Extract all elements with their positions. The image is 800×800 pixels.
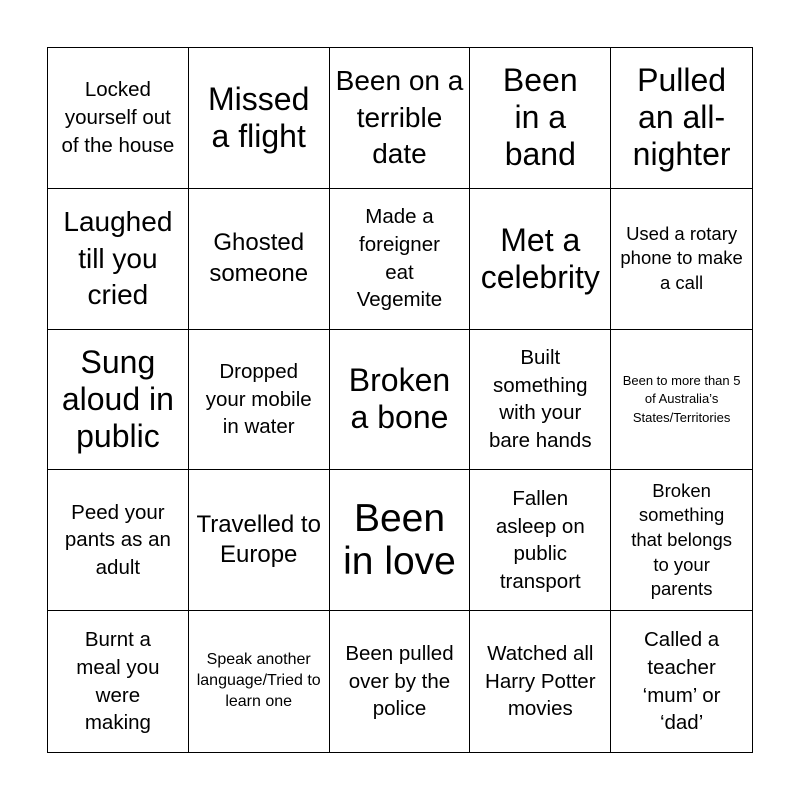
bingo-cell-text: Pulled an all-nighter: [632, 62, 731, 173]
bingo-cell-text: Broken something that belongs to your parents: [631, 479, 732, 600]
bingo-cell-r5c5[interactable]: [611, 611, 752, 752]
bingo-cell-text: Called a teacher ‘mum’ or ‘dad’: [642, 628, 721, 735]
bingo-cell-r2c1[interactable]: [48, 189, 189, 330]
bingo-cell-r2c4[interactable]: [470, 189, 611, 330]
bingo-cell-text: Been in a band: [502, 62, 578, 173]
bingo-cell-text: Been on a terrible date: [335, 65, 464, 170]
bingo-cell-r1c2[interactable]: [189, 48, 330, 189]
bingo-cell-text: Dropped your mobile in water: [205, 359, 312, 439]
bingo-cell-text: Made a foreigner eat Vegemite: [356, 205, 443, 312]
bingo-cell-text: Broken a bone: [348, 362, 451, 436]
bingo-cell-text: Burnt a meal you were making: [76, 628, 160, 735]
bingo-cell-r1c4[interactable]: [470, 48, 611, 189]
bingo-cell-text: Been to more than 5 of Australia’s States/Territories: [622, 372, 741, 425]
bingo-cell-r3c1[interactable]: [48, 330, 189, 471]
bingo-cell-r4c3[interactable]: [330, 470, 471, 611]
bingo-cell-text: Ghosted someone: [209, 228, 309, 287]
bingo-cell-r1c5[interactable]: [611, 48, 752, 189]
bingo-cell-text: Met a celebrity: [480, 221, 600, 295]
bingo-cell-text: Laughed till you cried: [63, 206, 173, 310]
bingo-cell-r1c1[interactable]: [48, 48, 189, 189]
bingo-cell-text: Watched all Harry Potter movies: [485, 642, 596, 721]
bingo-cell-r2c3[interactable]: [330, 189, 471, 330]
bingo-cell-text: Locked yourself out of the house: [61, 78, 175, 157]
bingo-cell-r4c4[interactable]: [470, 470, 611, 611]
bingo-cell-text: Fallen asleep on public transport: [495, 486, 585, 593]
bingo-cell-r5c3[interactable]: [330, 611, 471, 752]
bingo-cell-r3c2[interactable]: [189, 330, 330, 471]
bingo-cell-text: Travelled to Europe: [196, 510, 321, 569]
bingo-cell-r1c3[interactable]: [330, 48, 471, 189]
bingo-cell-text: Used a rotary phone to make a call: [620, 222, 743, 293]
bingo-board: [47, 47, 753, 753]
bingo-cell-r2c2[interactable]: [189, 189, 330, 330]
bingo-cell-r5c1[interactable]: [48, 611, 189, 752]
bingo-cell-text: Speak another language/Tried to learn one: [196, 651, 321, 710]
bingo-cell-text: Been pulled over by the police: [345, 642, 454, 721]
bingo-cell-r3c5[interactable]: [611, 330, 752, 471]
bingo-cell-r3c4[interactable]: [470, 330, 611, 471]
bingo-cell-r4c5[interactable]: [611, 470, 752, 611]
bingo-cell-r2c5[interactable]: [611, 189, 752, 330]
bingo-cell-text: Sung aloud in public: [61, 343, 174, 455]
bingo-cell-r5c2[interactable]: [189, 611, 330, 752]
bingo-cell-r5c4[interactable]: [470, 611, 611, 752]
bingo-cell-text: Missed a flight: [208, 80, 310, 154]
bingo-cell-text: Built something with your bare hands: [488, 346, 592, 453]
bingo-cell-r4c2[interactable]: [189, 470, 330, 611]
bingo-cell-text: Peed your pants as an adult: [64, 500, 171, 580]
bingo-cell-text: Been in love: [343, 496, 456, 584]
bingo-cell-r3c3[interactable]: [330, 330, 471, 471]
bingo-cell-r4c1[interactable]: [48, 470, 189, 611]
